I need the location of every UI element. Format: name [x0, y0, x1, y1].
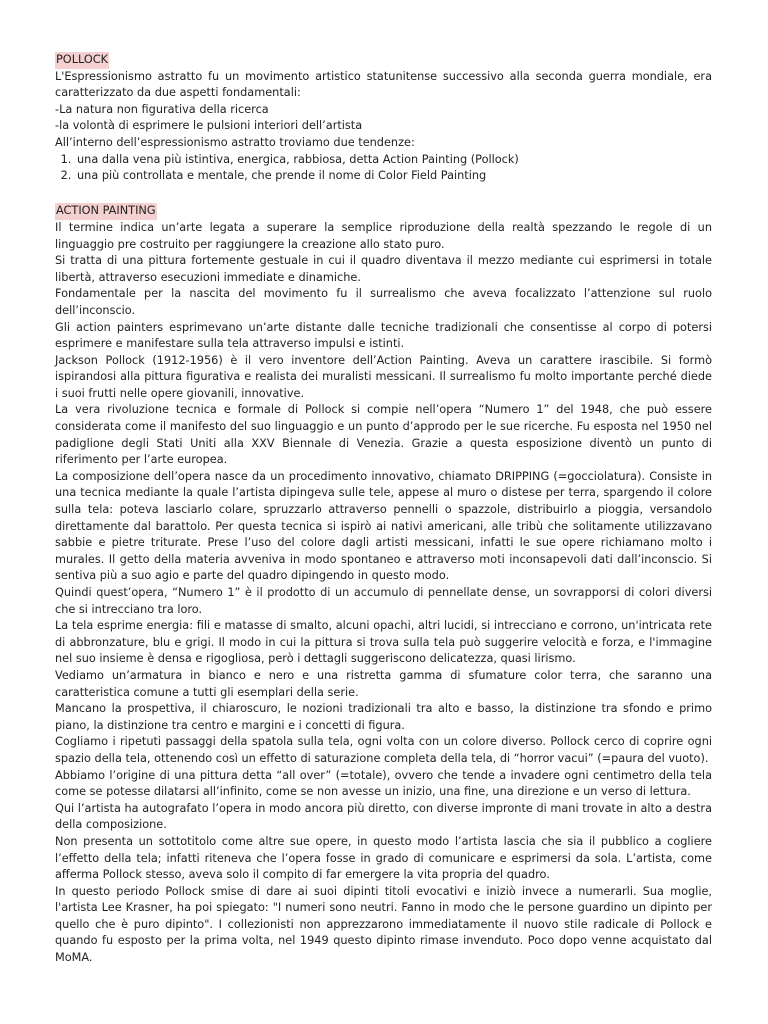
- paragraph: Jackson Pollock (1912-1956) è il vero inventore dell’Action Painting. Aveva un carattere irascibile. Si formò ispirandosi alla pittura figurativa e realista dei muralisti messicani. Il surrealismo fu molto importante perché diede i suoi frutti nelle opere giovanili, innovative.: [55, 353, 712, 400]
- tendency-item-2: 2. una più controllata e mentale, che prende il nome di Color Field Painting: [75, 168, 712, 185]
- paragraph: La tela esprime energia: fili e matasse di smalto, alcuni opachi, altri lucidi, si intrecciano e corrono, un'intricata rete di abbronzature, blu e grigi. Il modo in cui la pittura si trova sulla tela può suggerire velocità e forza, e l'immagine nel suo insieme è densa e rigogliosa, però i dettagli suggeriscono delicatezza, quasi lirismo.: [55, 619, 712, 666]
- paragraph: In questo periodo Pollock smise di dare ai suoi dipinti titoli evocativi e iniziò invece a numerarli. Sua moglie, l'artista Lee Krasner, ha poi spiegato: "I numeri sono neutri. Fanno in modo che le persone guardino un dipinto per quello che è puro dipinto". I collezionisti non apprezzarono immediatamente il nuovo stile radicale di Pollock e quando fu esposto per la prima volta, nel 1949 questo dipinto rimase invenduto. Poco dopo venne acquistato dal MoMA.: [55, 884, 712, 965]
- paragraph: Il termine indica un’arte legata a superare la semplice riproduzione della realtà spezzando le regole di un linguaggio pre costruito per raggiungere la creazione allo stato puro.: [55, 220, 712, 251]
- paragraph: Quindi quest’opera, “Numero 1” è il prodotto di un accumulo di pennellate dense, un sovrapporsi di colori diversi che si intrecciano tra loro.: [55, 586, 712, 616]
- paragraph: Vediamo un’armatura in bianco e nero e una ristretta gamma di sfumature color terra, che saranno una caratteristica comune a tutti gli esemplari della serie.: [55, 668, 712, 699]
- paragraph: Cogliamo i ripetuti passaggi della spatola sulla tela, ogni volta con un colore diverso. Pollock cerco di coprire ogni spazio della tela, ottenendo così un effetto di saturazione completa della tela, di “horror vacui” (=paura del vuoto).: [55, 735, 712, 765]
- paragraph: Fondamentale per la nascita del movimento fu il surrealismo che aveva focalizzato l’attenzione sul ruolo dell’inconscio.: [55, 287, 712, 317]
- section-heading-action-row: [55, 201, 712, 220]
- section-heading-pollock-row: [55, 50, 712, 69]
- aspect-line-1: -La natura non figurativa della ricerca: [55, 102, 269, 116]
- tendency-item-1: 1. una dalla vena più istintiva, energica, rabbiosa, detta Action Painting (Pollock): [75, 152, 712, 169]
- paragraph: Abbiamo l’origine di una pittura detta “all over” (=totale), ovvero che tende a invadere ogni centimetro della tela come se potesse dilatarsi all’infinito, come se non avesse un inizio, una fine, una direzione e un verso di lettura.: [55, 768, 712, 799]
- tendencies-list: [55, 152, 712, 185]
- paragraph: La composizione dell’opera nasce da un procedimento innovativo, chiamato DRIPPING (=gocciolatura). Consiste in una tecnica mediante la quale l’artista dipingeva sulle tele, appese al muro o distese per terra, spargendo il colore sulla tela: poteva lasciarlo colare, spruzzarlo attraverso pennelli o spazzole, distribuirlo a pioggia, versandolo direttamente dal barattolo. Per questa tecnica si ispirò ai nativi americani, alle tribù che solitamente utilizzavano sabbie e pietre triturate. Prese l’uso del colore dagli artisti messicani, infatti le sue opere richiamano molto i murales. Il getto della materia avveniva in modo spontaneo e attraverso moti inconsapevoli dati dall’inconscio. Si sentiva più a suo agio e parte del quadro dipingendo in questo modo.: [55, 469, 712, 583]
- intro-paragraph: L'Espressionismo astratto fu un movimento artistico statunitense successivo alla seconda guerra mondiale, era caratterizzato da due aspetti fondamentali:: [55, 69, 712, 100]
- paragraph: Gli action painters esprimevano un’arte distante dalle tecniche tradizionali che consentisse al corpo di potersi esprimere e manifestare sulla tela attraverso impulsi e istinti.: [55, 320, 712, 351]
- aspect-line-2: -la volontà di esprimere le pulsioni interiori dell’artista: [55, 119, 363, 133]
- paragraph: Qui l’artista ha autografato l’opera in modo ancora più diretto, con diverse impronte di mani trovate in alto a destra della composizione.: [55, 801, 712, 832]
- paragraph: Mancano la prospettiva, il chiaroscuro, le nozioni tradizionali tra alto e basso, la distinzione tra sfondo e primo piano, la distinzione tra centro e margini e i concetti di figura.: [55, 702, 712, 732]
- tendencies-intro: All’interno dell’espressionismo astratto troviamo due tendenze:: [55, 135, 415, 149]
- paragraph: Non presenta un sottotitolo come altre sue opere, in questo modo l’artista lascia che sia il pubblico a cogliere l’effetto della tela; infatti riteneva che l’opera fosse in grado di comunicare e esprimersi da sola. L’artista, come afferma Pollock stesso, aveva solo il compito di far emergere la vita propria del quadro.: [55, 834, 712, 882]
- paragraph: La vera rivoluzione tecnica e formale di Pollock si compie nell’opera “Numero 1” del 1948, che può essere considerata come il manifesto del suo linguaggio e un punto d’approdo per le sue ricerche. Fu esposta nel 1950 nel padiglione degli Stati Uniti alla XXV Biennale di Venezia. Grazie a questa esposizione diventò un punto di riferimento per l’arte europea.: [55, 403, 712, 467]
- section-heading-pollock: POLLOCK: [55, 52, 109, 69]
- paragraph: Si tratta di una pittura fortemente gestuale in cui il quadro diventava il mezzo mediante cui esprimersi in totale libertà, attraverso esecuzioni immediate e dinamiche.: [55, 254, 712, 284]
- section-heading-action-painting: ACTION PAINTING: [55, 203, 157, 220]
